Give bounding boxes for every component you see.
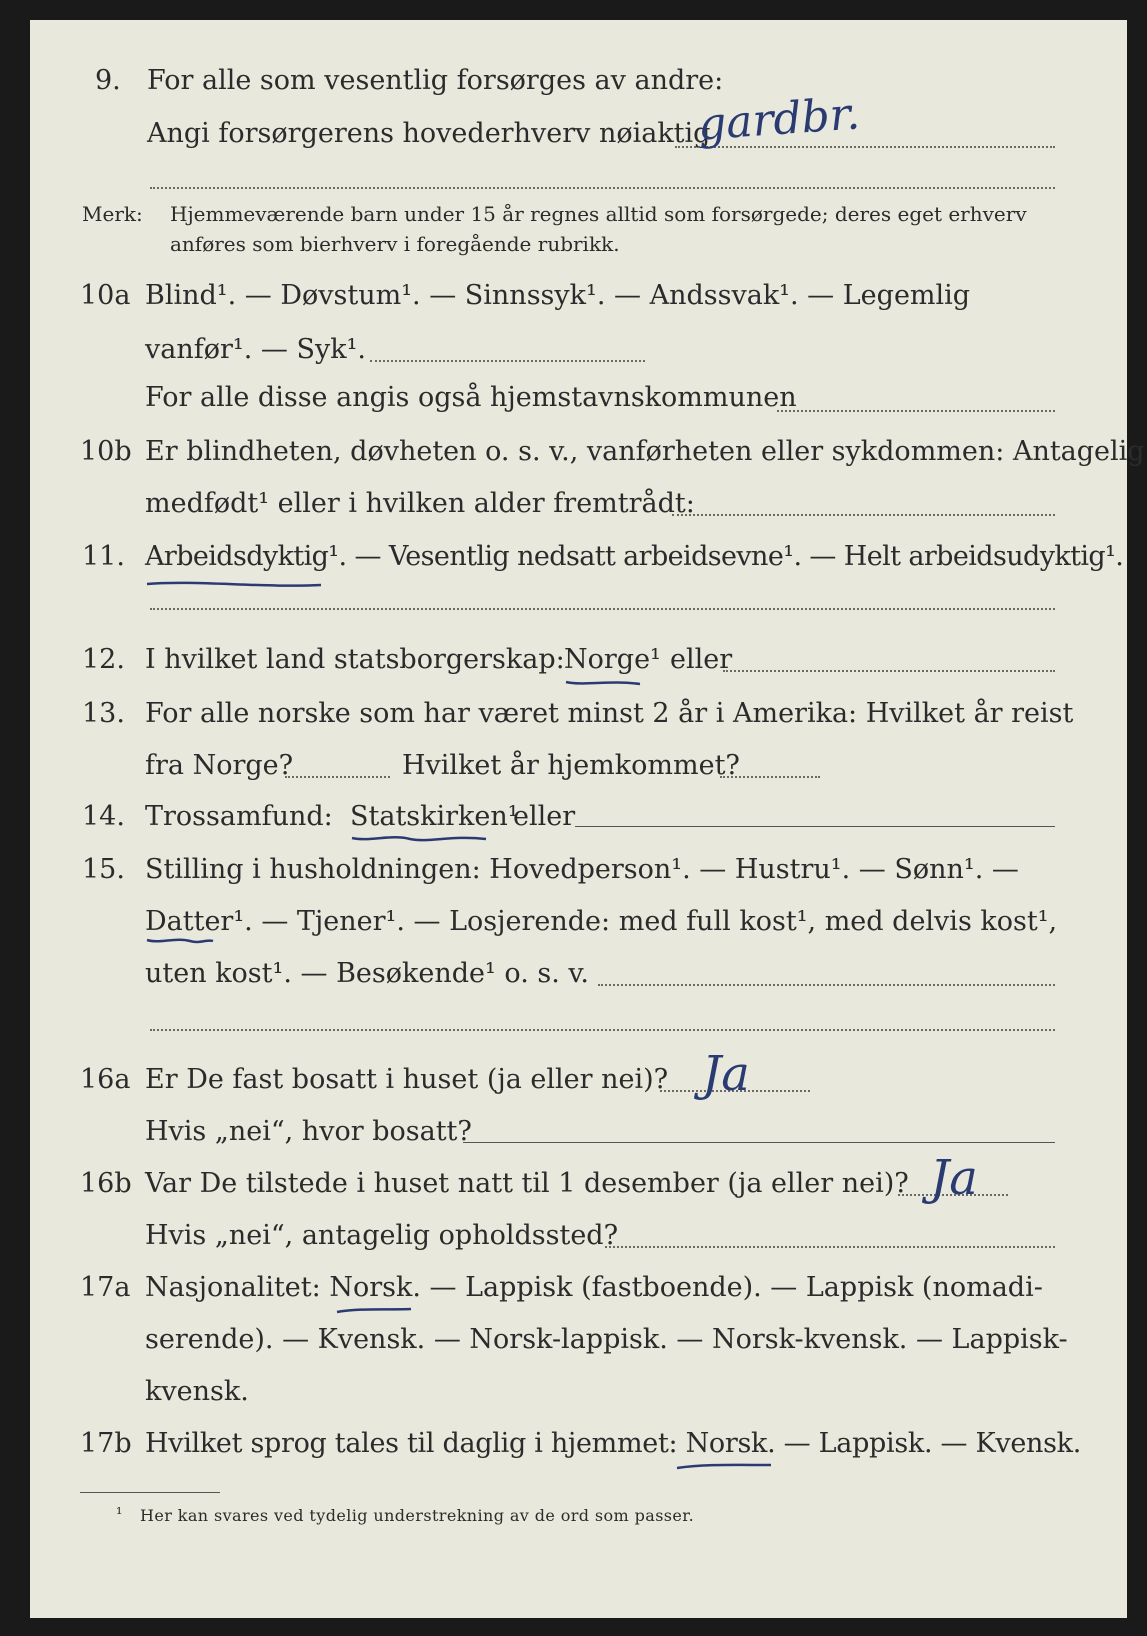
q9-number: 9. [95, 65, 121, 96]
q17b-number: 17b [80, 1428, 132, 1459]
merk-line2: anføres som bierhverv i foregående rubrikk. [170, 232, 620, 256]
q16b-handwritten-answer: Ja [930, 1150, 978, 1206]
q16a-line2: Hvis „nei“, hvor bosatt? [145, 1116, 472, 1147]
q13-line2b: Hvilket år hjemkommet? [402, 750, 740, 781]
q14-eller: eller [513, 801, 576, 832]
q10a-number: 10a [80, 280, 131, 311]
q10b-line1: Er blindheten, døvheten o. s. v., vanførheten eller sykdommen: Antagelig [145, 436, 1145, 467]
q16b-line1: Var De tilstede i huset natt til 1 desember (ja eller nei)? [145, 1168, 909, 1199]
q15-stilling-line [598, 984, 1055, 986]
q10b-alder-line [672, 514, 1055, 516]
q16a-handwritten-answer: Ja [702, 1046, 750, 1102]
q10b-number: 10b [80, 436, 132, 467]
q15-number: 15. [82, 854, 125, 885]
q14-label: Trossamfund: [145, 801, 333, 832]
q10b-line2: medfødt¹ eller i hvilken alder fremtrådt: [145, 488, 695, 519]
q10a-line3: For alle disse angis også hjemstavnskommunen [145, 382, 797, 413]
q9-handwritten-answer: gardbr. [696, 88, 862, 151]
q17b-pen-underline [675, 1460, 775, 1474]
q12-eller: eller [670, 644, 733, 675]
census-form-page [30, 20, 1145, 1618]
q11-extra-line [150, 608, 1055, 610]
q13-line1: For alle norske som har været minst 2 år i Amerika: Hvilket år reist [145, 698, 1074, 729]
q16a-line1: Er De fast bosatt i huset (ja eller nei)? [145, 1064, 669, 1095]
q10a-kommune-line [777, 410, 1055, 412]
q11-number: 11. [82, 541, 125, 572]
footnote-mark: ¹ [116, 1504, 123, 1523]
q9-line2: Angi forsørgerens hovederhverv nøiaktig [147, 118, 711, 149]
q12-norge-option: Norge¹ [564, 644, 661, 675]
q12-number: 12. [82, 644, 125, 675]
q17b-line1: Hvilket sprog tales til daglig i hjemmet: Norsk. — Lappisk. — Kvensk. [145, 1428, 1082, 1459]
q13-number: 13. [82, 698, 125, 729]
q16a-number: 16a [80, 1064, 131, 1095]
q10a-line2: vanfør¹. — Syk¹. [145, 334, 366, 365]
q14-statskirken-option: Statskirken¹ [350, 801, 519, 832]
q11-pen-underline [145, 576, 325, 592]
q9-line1: For alle som vesentlig forsørges av andre: [147, 65, 724, 96]
q12-line1: I hvilket land statsborgerskap: [145, 644, 565, 675]
q16b-opholdssted-line [605, 1246, 1055, 1248]
q16b-line2: Hvis „nei“, antagelig opholdssted? [145, 1220, 619, 1251]
footnote-text: Her kan svares ved tydelig understrekning av de ord som passer. [140, 1506, 695, 1525]
q9-extra-line [150, 187, 1055, 189]
q14-number: 14. [82, 801, 125, 832]
q17a-line3: kvensk. [145, 1376, 249, 1407]
q15-line1: Stilling i husholdningen: Hovedperson¹. — Hustru¹. — Sønn¹. — [145, 854, 1019, 885]
q15-pen-underline [145, 934, 215, 948]
q10a-syk-line [370, 360, 645, 362]
q17a-number: 17a [80, 1272, 131, 1303]
q13-hjemkommet-line [720, 776, 820, 778]
q17a-pen-underline [335, 1304, 415, 1318]
q13-line2a: fra Norge? [145, 750, 294, 781]
q15-line2: Datter¹. — Tjener¹. — Losjerende: med full kost¹, med delvis kost¹, [145, 906, 1058, 937]
q17a-line1: Nasjonalitet: Norsk. — Lappisk (fastboende). — Lappisk (nomadi- [145, 1272, 1043, 1303]
q15-extra-line [150, 1029, 1055, 1031]
q16b-number: 16b [80, 1168, 132, 1199]
q11-line1: Arbeidsdyktig¹. — Vesentlig nedsatt arbeidsevne¹. — Helt arbeidsudyktig¹. [145, 541, 1124, 572]
q14-pen-underline [350, 832, 490, 846]
footnote-rule [80, 1492, 220, 1493]
q10a-line1: Blind¹. — Døvstum¹. — Sinnssyk¹. — Andssvak¹. — Legemlig [145, 280, 971, 311]
q14-trossamfund-line [575, 826, 1055, 827]
q17a-line2: serende). — Kvensk. — Norsk-lappisk. — Norsk-kvensk. — Lappisk- [145, 1324, 1068, 1355]
q13-reist-line [285, 776, 390, 778]
q12-land-line [723, 670, 1055, 672]
merk-line1: Hjemmeværende barn under 15 år regnes alltid som forsørgede; deres eget erhverv [170, 202, 1027, 226]
merk-label: Merk: [82, 202, 143, 226]
q12-pen-underline [564, 676, 644, 690]
q15-line3: uten kost¹. — Besøkende¹ o. s. v. [145, 958, 590, 989]
q16a-bosatt-line [463, 1142, 1055, 1143]
